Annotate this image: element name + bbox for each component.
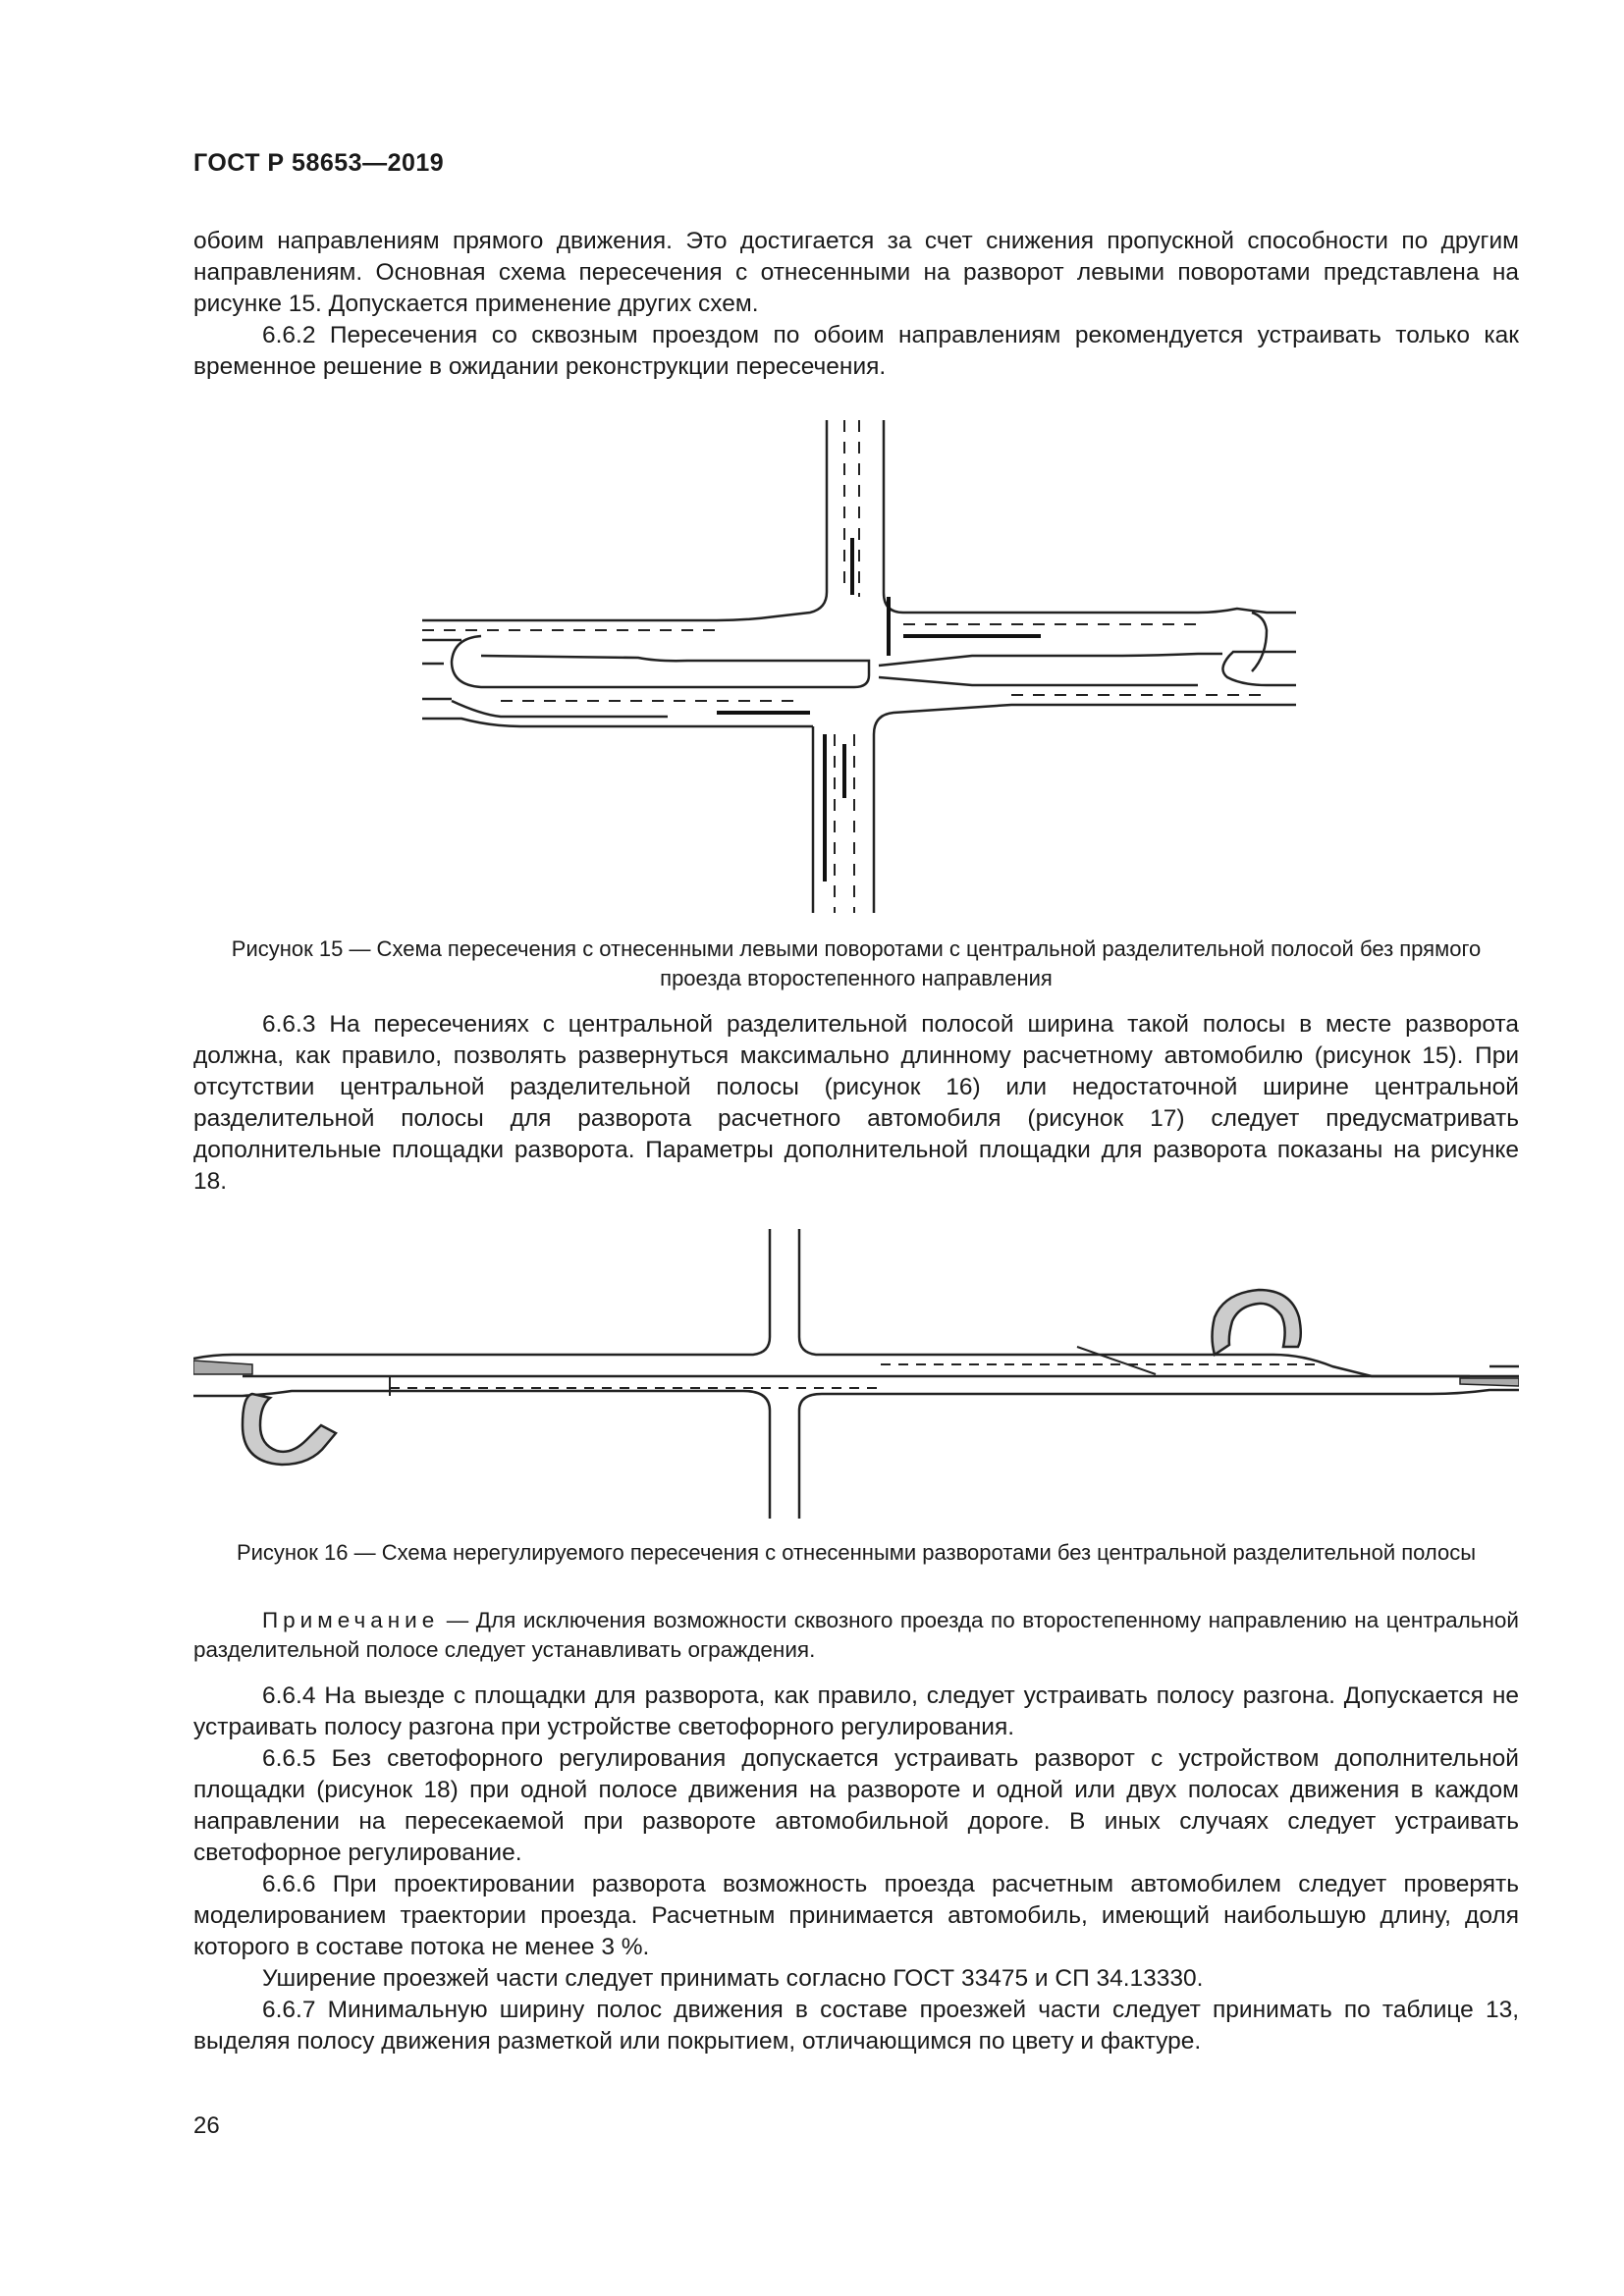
intro-paragraph: обоим направлениям прямого движения. Это достигается за счет снижения пропускной способности по другим направлениям. Основная схема пересечения с отнесенными на разворот левыми поворотами представлена на рисунке 15. Допускается применение других схем. bbox=[193, 228, 1519, 317]
figure-16-diagram bbox=[193, 1229, 1519, 1519]
paragraph-6-6-2: 6.6.2 Пересечения со сквозным проездом по обоим направлениям рекомендуется устраивать только как временное решение в ожидании реконструкции пересечения. bbox=[193, 322, 1519, 380]
paragraph-6-6-5: 6.6.5 Без светофорного регулирования допускается устраивать разворот с устройством дополнительной площадки (рисунок 18) при одной полосе движения на развороте и одной или двух полосах движения в каждом направлении на пересекаемой при развороте автомобильной дороге. В иных случаях следует устраивать светофорное регулирование. bbox=[193, 1745, 1519, 1866]
paragraph-6-6-7: 6.6.7 Минимальную ширину полос движения в составе проезжей части следует принимать по таблице 13, выделяя полосу движения разметкой или покрытием, отличающимся по цвету и фактуре. bbox=[193, 1997, 1519, 2055]
figure-15-diagram bbox=[422, 420, 1296, 913]
note-text: — Для исключения возможности сквозного проезда по второстепенному направлению на центральной разделительной полосе следует устанавливать ограждения. bbox=[193, 1608, 1519, 1662]
paragraph-6-6-6: 6.6.6 При проектировании разворота возможность проезда расчетным автомобилем следует проверять моделированием траектории проезда. Расчетным принимается автомобиль, имеющий наибольшую длину, доля которого в составе потока не менее 3 %. bbox=[193, 1871, 1519, 1960]
paragraph-widening: Уширение проезжей части следует принимать согласно ГОСТ 33475 и СП 34.13330. bbox=[262, 1965, 1204, 1992]
note-label: Примечание bbox=[262, 1608, 440, 1632]
text-block-middle bbox=[193, 1009, 1519, 1198]
paragraph-6-6-4: 6.6.4 На выезде с площадки для разворота, как правило, следует устраивать полосу разгона. Допускается не устраивать полосу разгона при устройстве светофорного регулирования. bbox=[193, 1682, 1519, 1740]
figure-15-caption: Рисунок 15 — Схема пересечения с отнесенными левыми поворотами с центральной разделительной полосой без прямого проезда второстепенного направления bbox=[231, 936, 1482, 990]
document-code: ГОСТ Р 58653—2019 bbox=[193, 149, 445, 177]
figure-16-caption: Рисунок 16 — Схема нерегулируемого пересечения с отнесенными разворотами без центральной разделительной полосы bbox=[236, 1540, 1477, 1565]
note bbox=[193, 1606, 1519, 1665]
text-block-bottom bbox=[193, 1681, 1519, 2057]
page-number: 26 bbox=[193, 2112, 220, 2139]
text-block-top bbox=[193, 226, 1519, 383]
paragraph-6-6-3: 6.6.3 На пересечениях с центральной разделительной полосой ширина такой полосы в месте разворота должна, как правило, позволять развернуться максимально длинному расчетному автомобилю (рисунок 15). При отсутствии центральной разделительной полосы (рисунок 16) или недостаточной ширине центральной разделительной полосы для разворота расчетного автомобиля (рисунок 17) следует предусматривать дополнительные площадки разворота. Параметры дополнительной площадки для разворота показаны на рисунке 18. bbox=[193, 1011, 1519, 1195]
